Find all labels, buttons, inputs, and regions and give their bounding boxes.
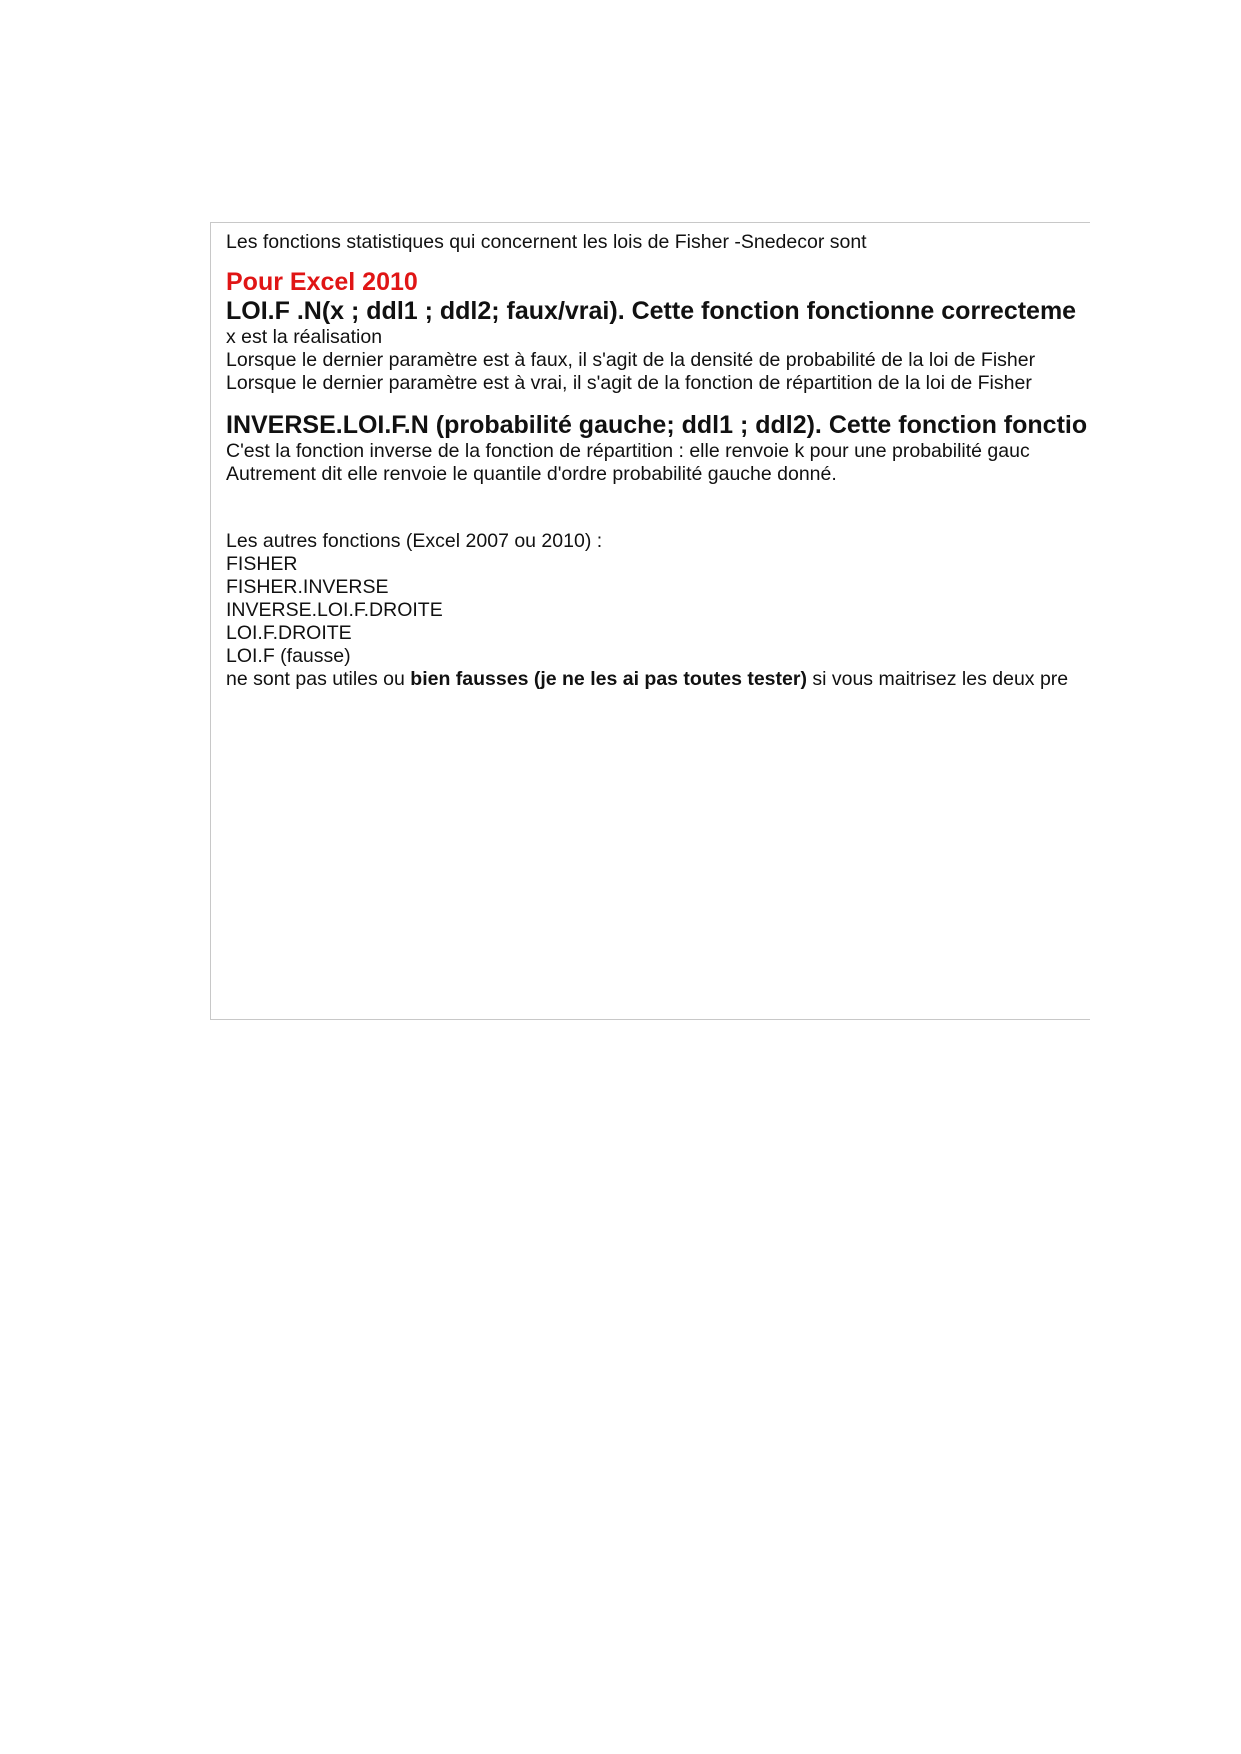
spreadsheet-print-frame: [210, 222, 1090, 1020]
quantile-description-line: Autrement dit elle renvoie le quantile d'ordre probabilité gauche donné.: [226, 463, 837, 485]
section-title: Pour Excel 2010: [226, 268, 418, 296]
intro-text: Les fonctions statistiques qui concernent les lois de Fisher -Snedecor sont: [226, 231, 867, 253]
conclusion-text-start: ne sont pas utiles ou: [226, 668, 411, 690]
inverse-description-line: C'est la fonction inverse de la fonction de répartition : elle renvoie k pour une probabilité gauc: [226, 440, 1030, 462]
conclusion-line: [226, 668, 1090, 691]
conclusion-bold-text: bien fausses (je ne les ai pas toutes tester): [410, 668, 807, 690]
other-functions-intro: Les autres fonctions (Excel 2007 ou 2010) :: [226, 530, 603, 552]
spacer: [226, 254, 1090, 268]
x-realisation-text: x est la réalisation: [226, 326, 383, 348]
document-body: [226, 231, 1090, 691]
other-function-item: LOI.F (fausse): [226, 645, 351, 667]
other-function-item: FISHER: [226, 553, 298, 575]
conclusion-text-end: si vous maitrisez les deux pre: [806, 668, 1069, 690]
inverse-loi-f-n-heading: INVERSE.LOI.F.N (probabilité gauche; ddl1 ; ddl2). Cette fonction fonctio: [226, 411, 1088, 439]
other-function-item: FISHER.INVERSE: [226, 576, 389, 598]
vrai-parameter-text: Lorsque le dernier paramètre est à vrai, il s'agit de la fonction de répartition de la loi de Fisher: [226, 372, 1032, 394]
spacer: [226, 486, 1090, 530]
loi-f-n-heading: LOI.F .N(x ; ddl1 ; ddl2; faux/vrai). Cette fonction fonctionne correcteme: [226, 297, 1077, 325]
spacer: [226, 395, 1090, 411]
other-function-item: INVERSE.LOI.F.DROITE: [226, 599, 443, 621]
other-function-item: LOI.F.DROITE: [226, 622, 352, 644]
faux-parameter-text: Lorsque le dernier paramètre est à faux, il s'agit de la densité de probabilité de la loi de Fisher: [226, 349, 1036, 371]
